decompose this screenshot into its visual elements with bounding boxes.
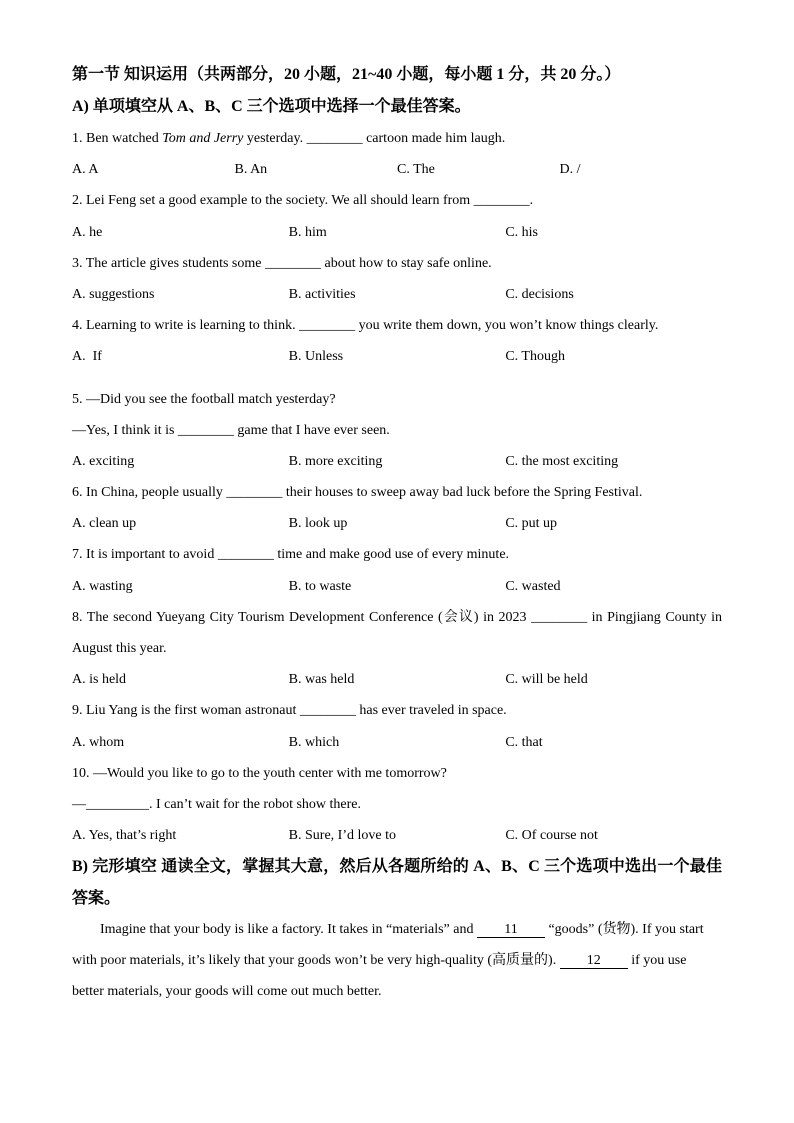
- option-d: D. /: [559, 162, 581, 178]
- part-b-heading: [72, 851, 722, 913]
- options-row: [72, 446, 722, 477]
- question-stem-reply: —_________. I can’t wait for the robot show there.: [72, 796, 362, 812]
- option-a: A. Yes, that’s right: [72, 828, 177, 844]
- question-8: [72, 602, 722, 696]
- option-c: C. The: [397, 162, 435, 178]
- options-row: [72, 727, 722, 758]
- part-b-heading-line: 答案。: [72, 889, 121, 907]
- question-7: [72, 539, 722, 601]
- part-a-heading: A) 单项填空从 A、B、C 三个选项中选择一个最佳答案。: [72, 98, 471, 115]
- option-c: C. the most exciting: [505, 453, 619, 469]
- question-5: [72, 384, 722, 478]
- option-b: B. activities: [288, 286, 356, 302]
- question-stem: [72, 123, 722, 154]
- question-1: [72, 123, 722, 185]
- option-c: C. his: [505, 224, 539, 240]
- question-stem: 9. Liu Yang is the first woman astronaut ________ has ever traveled in space.: [72, 703, 507, 719]
- question-stem: 6. In China, people usually ________ their houses to sweep away bad luck before the Spring Festival.: [72, 485, 643, 501]
- question-9: [72, 695, 722, 757]
- passage-line: [72, 914, 722, 945]
- option-a: A. he: [72, 224, 103, 240]
- option-c: C. will be held: [505, 672, 588, 688]
- options-row: [72, 217, 722, 248]
- option-c: C. Though: [505, 349, 565, 365]
- option-a: A. is held: [72, 672, 127, 688]
- option-c: C. Of course not: [505, 828, 598, 844]
- options-row: [72, 154, 722, 185]
- option-b: B. more exciting: [288, 453, 383, 469]
- cloze-passage: [72, 914, 722, 1008]
- option-c: C. put up: [505, 516, 558, 532]
- option-a: A. clean up: [72, 516, 137, 532]
- option-b: B. which: [288, 734, 340, 750]
- options-row: [72, 820, 722, 851]
- stem-text: 1. Ben watched: [72, 131, 163, 146]
- option-b: B. look up: [288, 516, 348, 532]
- question-4: [72, 310, 722, 372]
- section-title: 第一节 知识运用（共两部分，20 小题，21~40 小题，每小题 1 分，共 20 分。）: [72, 66, 621, 83]
- part-b-heading-line: B) 完形填空 通读全文，掌握其大意，然后从各题所给的 A、B、C 三个选项中选出一个最佳: [72, 858, 722, 876]
- question-stem-reply: —Yes, I think it is ________ game that I have ever seen.: [72, 422, 390, 438]
- option-b: B. him: [288, 224, 327, 240]
- passage-line: better materials, your goods will come out much better.: [72, 984, 382, 1000]
- option-a: A. wasting: [72, 578, 133, 594]
- passage-text: if you use: [627, 952, 687, 968]
- option-b: B. An: [234, 162, 268, 178]
- options-row: [72, 571, 722, 602]
- options-row: [72, 508, 722, 539]
- option-a: A. whom: [72, 734, 125, 750]
- option-a: A. exciting: [72, 453, 135, 469]
- passage-line: [72, 945, 722, 976]
- question-6: [72, 477, 722, 539]
- stem-text: yesterday. ________ cartoon made him laugh.: [243, 131, 506, 146]
- question-stem: 3. The article gives students some ________ about how to stay safe online.: [72, 255, 492, 271]
- question-2: [72, 185, 722, 247]
- options-row: [72, 279, 722, 310]
- passage-text: “goods” (货物). If you start: [544, 921, 704, 937]
- option-a: A. If: [72, 349, 102, 365]
- page-content: [72, 59, 722, 1007]
- option-c: C. decisions: [505, 286, 574, 302]
- question-stem: 8. The second Yueyang City Tourism Development Conference (会议) in 2023 ________ in Pingjiang County in August this year.: [72, 609, 722, 657]
- option-c: C. wasted: [505, 578, 561, 594]
- blank-12: 12: [560, 953, 628, 969]
- passage-text: Imagine that your body is like a factory. It takes in “materials” and: [100, 921, 477, 937]
- option-b: B. was held: [288, 672, 355, 688]
- blank-11: 11: [477, 922, 545, 938]
- option-b: B. Unless: [288, 349, 344, 365]
- question-stem: 5. —Did you see the football match yesterday?: [72, 391, 336, 407]
- option-b: B. Sure, I’d love to: [288, 828, 396, 844]
- option-a: A. suggestions: [72, 286, 155, 302]
- passage-text: with poor materials, it’s likely that your goods won’t be very high-quality (高质量的).: [72, 952, 560, 968]
- option-a: A. A: [72, 162, 99, 178]
- question-stem: 2. Lei Feng set a good example to the society. We all should learn from ________.: [72, 193, 534, 209]
- option-c: C. that: [505, 734, 543, 750]
- question-3: [72, 248, 722, 310]
- question-stem: 7. It is important to avoid ________ time and make good use of every minute.: [72, 547, 510, 563]
- cartoon-title: Tom and Jerry: [162, 131, 244, 146]
- question-stem: 4. Learning to write is learning to think. ________ you write them down, you won’t know things clearly.: [72, 318, 659, 334]
- question-10: [72, 758, 722, 852]
- question-stem: 10. —Would you like to go to the youth center with me tomorrow?: [72, 765, 447, 781]
- options-row: [72, 664, 722, 695]
- options-row: [72, 341, 722, 372]
- option-b: B. to waste: [288, 578, 352, 594]
